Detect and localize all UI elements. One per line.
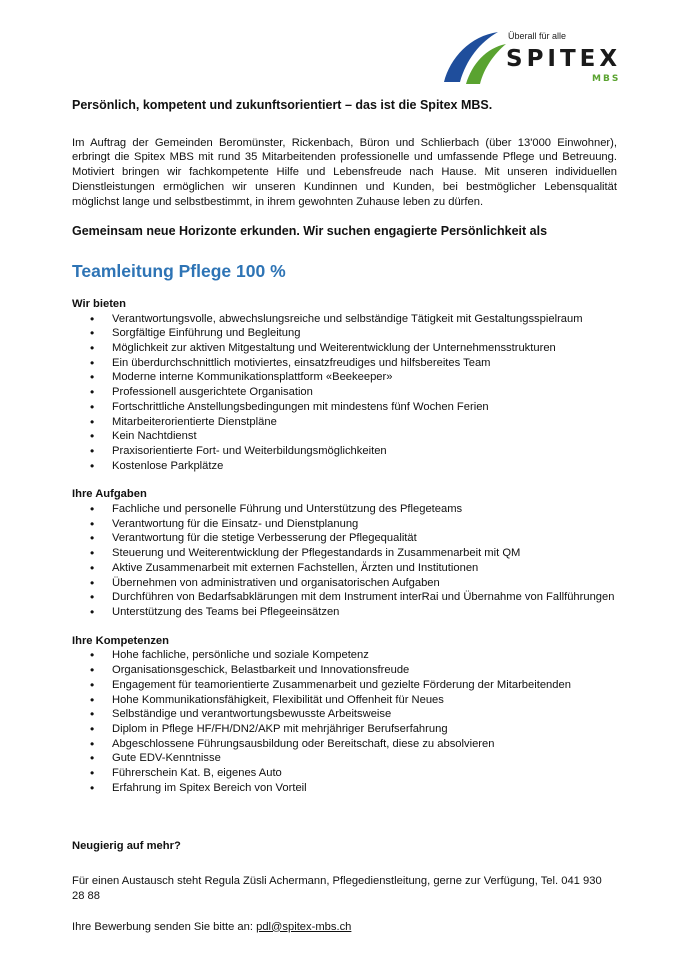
list-item: • Mitarbeiterorientierte Dienstpläne: [112, 415, 617, 430]
job-posting: [72, 92, 617, 934]
list-item: • Hohe fachliche, persönliche und soziale Kompetenz: [112, 648, 617, 663]
list-item: • Durchführen von Bedarfsabklärungen mit dem Instrument interRai und Übernahme von Fallführungen: [112, 590, 617, 605]
contact-text: Für einen Austausch steht Regula Züsli Achermann, Pflegedienstleitung, gerne zur Verfügung, Tel. 041 930 28 88: [72, 875, 602, 902]
list-item: • Möglichkeit zur aktiven Mitgestaltung und Weiterentwicklung der Unternehmensstrukturen: [112, 341, 617, 356]
list-item: • Übernehmen von administrativen und organisatorischen Aufgaben: [112, 576, 617, 591]
logo-tagline: Überall für alle: [508, 31, 567, 41]
list-item: • Diplom in Pflege HF/FH/DN2/AKP mit mehrjähriger Berufserfahrung: [112, 722, 617, 737]
offer-title: Wir bieten: [72, 297, 126, 310]
skills-list: [72, 648, 617, 795]
list-item: • Aktive Zusammenarbeit mit externen Fachstellen, Ärzten und Institutionen: [112, 561, 617, 576]
list-item: • Sorgfältige Einführung und Begleitung: [112, 326, 617, 341]
spitex-logo: [440, 28, 640, 88]
intro-paragraph: Im Auftrag der Gemeinden Beromünster, Rickenbach, Büron und Schlierbach (über 13'000 Einwohner), erbringt die Spitex MBS mit rund 35 Mitarbeitenden professionelle und umfassende Pflege und Betreuung. Motiviert bringen wir fachkompetente Hilfe und Lebensfreude nach Hause. Mit unseren individuellen Dienstleistungen ermöglichen wir unseren Kundinnen und Kunden, bei bestmöglicher Lebensqualität möglichst lange und selbstbestimmt, in ihrem gewohnten Zuhause leben zu dürfen.: [72, 136, 617, 208]
spitex-swoosh-icon: [440, 28, 510, 88]
logo-name: SPITEX: [506, 46, 622, 72]
list-item: • Kein Nachtdienst: [112, 429, 617, 444]
lead-text: Gemeinsam neue Horizonte erkunden. Wir suchen engagierte Persönlichkeit als: [72, 224, 548, 239]
skills-title: Ihre Kompetenzen: [72, 634, 169, 647]
list-item: • Abgeschlossene Führungsausbildung oder Bereitschaft, diese zu absolvieren: [112, 737, 617, 752]
tasks-title: Ihre Aufgaben: [72, 488, 147, 501]
contact-title: Neugierig auf mehr?: [72, 840, 181, 853]
list-item: • Erfahrung im Spitex Bereich von Vorteil: [112, 781, 617, 796]
list-item: • Unterstützung des Teams bei Pflegeeinsätzen: [112, 605, 617, 620]
list-item: • Hohe Kommunikationsfähigkeit, Flexibilität und Offenheit für Neues: [112, 693, 617, 708]
email-link[interactable]: pdl@spitex-mbs.ch: [256, 920, 352, 933]
list-item: • Kostenlose Parkplätze: [112, 459, 617, 474]
list-item: • Organisationsgeschick, Belastbarkeit und Innovationsfreude: [112, 663, 617, 678]
offer-list: [72, 312, 617, 474]
logo-sub: MBS: [592, 74, 621, 84]
list-item: • Verantwortung für die stetige Verbesserung der Pflegequalität: [112, 531, 617, 546]
list-item: • Professionell ausgerichtete Organisation: [112, 385, 617, 400]
list-item: • Moderne interne Kommunikationsplattform «Beekeeper»: [112, 370, 617, 385]
list-item: • Fortschrittliche Anstellungsbedingungen mit mindestens fünf Wochen Ferien: [112, 400, 617, 415]
list-item: • Verantwortung für die Einsatz- und Dienstplanung: [112, 517, 617, 532]
headline: Persönlich, kompetent und zukunftsorientiert – das ist die Spitex MBS.: [72, 98, 493, 112]
list-item: • Engagement für teamorientierte Zusammenarbeit und gezielte Förderung der Mitarbeitenden: [112, 678, 617, 693]
list-item: • Fachliche und personelle Führung und Unterstützung des Pflegeteams: [112, 502, 617, 517]
tasks-list: [72, 502, 617, 620]
list-item: • Praxisorientierte Fort- und Weiterbildungsmöglichkeiten: [112, 444, 617, 459]
list-item: • Gute EDV-Kenntnisse: [112, 751, 617, 766]
apply-line: [72, 920, 617, 935]
list-item: • Ein überdurchschnittlich motiviertes, einsatzfreudiges und hilfsbereites Team: [112, 356, 617, 371]
list-item: • Verantwortungsvolle, abwechslungsreiche und selbständige Tätigkeit mit Gestaltungsspielraum: [112, 312, 617, 327]
job-title: Teamleitung Pflege 100 %: [72, 260, 286, 281]
list-item: • Selbständige und verantwortungsbewusste Arbeitsweise: [112, 707, 617, 722]
list-item: • Führerschein Kat. B, eigenes Auto: [112, 766, 617, 781]
apply-label: Ihre Bewerbung senden Sie bitte an:: [72, 920, 257, 933]
list-item: • Steuerung und Weiterentwicklung der Pflegestandards in Zusammenarbeit mit QM: [112, 546, 617, 561]
